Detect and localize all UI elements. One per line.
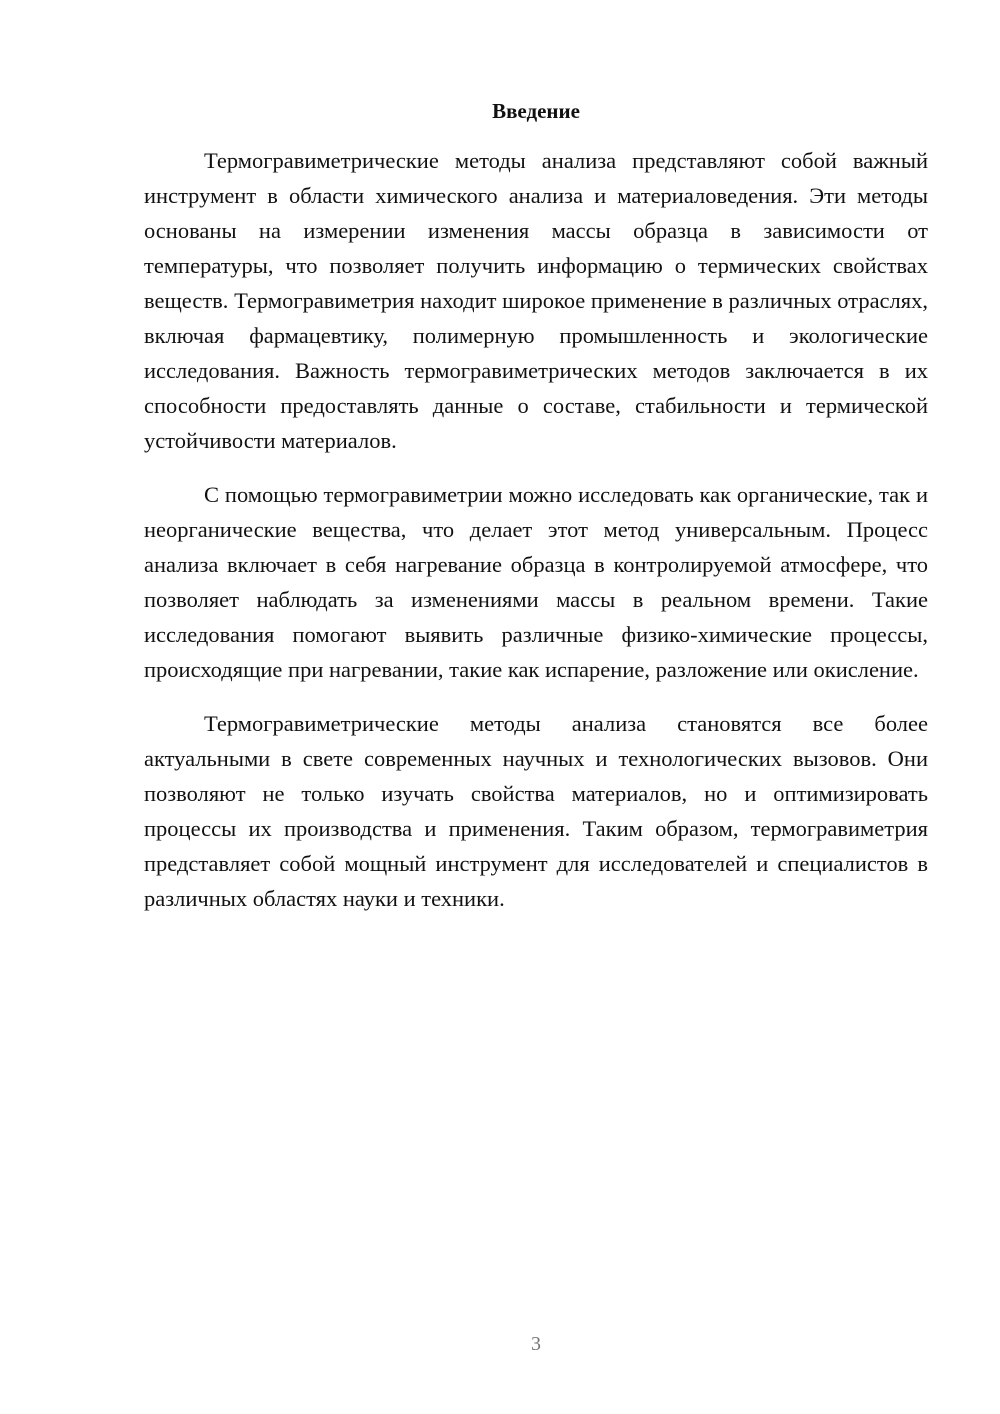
paragraph-2: С помощью термогравиметрии можно исследовать как органические, так и неорганические вещества, что делает этот метод универсальным. Процесс анализа включает в себя нагревание образца в контролируемой атмосфере, что позволяет наблюдать за изменениями массы в реальном времени. Такие исследования помогают выявить различные физико-химические процессы, происходящие при нагревании, такие как испарение, разложение или окисление. bbox=[144, 482, 928, 682]
section-heading: Введение bbox=[492, 99, 580, 123]
body-text bbox=[144, 143, 928, 935]
page-number: 3 bbox=[531, 1333, 541, 1355]
paragraph-3: Термогравиметрические методы анализа становятся все более актуальными в свете современных научных и технологических вызовов. Они позволяют не только изучать свойства материалов, но и оптимизировать процессы их производства и применения. Таким образом, термогравиметрия представляет собой мощный инструмент для исследователей и специалистов в различных областях науки и техники. bbox=[144, 711, 928, 911]
paragraph-1: Термогравиметрические методы анализа представляют собой важный инструмент в области химического анализа и материаловедения. Эти методы основаны на измерении изменения массы образца в зависимости от температуры, что позволяет получить информацию о термических свойствах веществ. Термогравиметрия находит широкое применение в различных отраслях, включая фармацевтику, полимерную промышленность и экологические исследования. Важность термогравиметрических методов заключается в их способности предоставлять данные о составе, стабильности и термической устойчивости материалов. bbox=[144, 148, 928, 453]
